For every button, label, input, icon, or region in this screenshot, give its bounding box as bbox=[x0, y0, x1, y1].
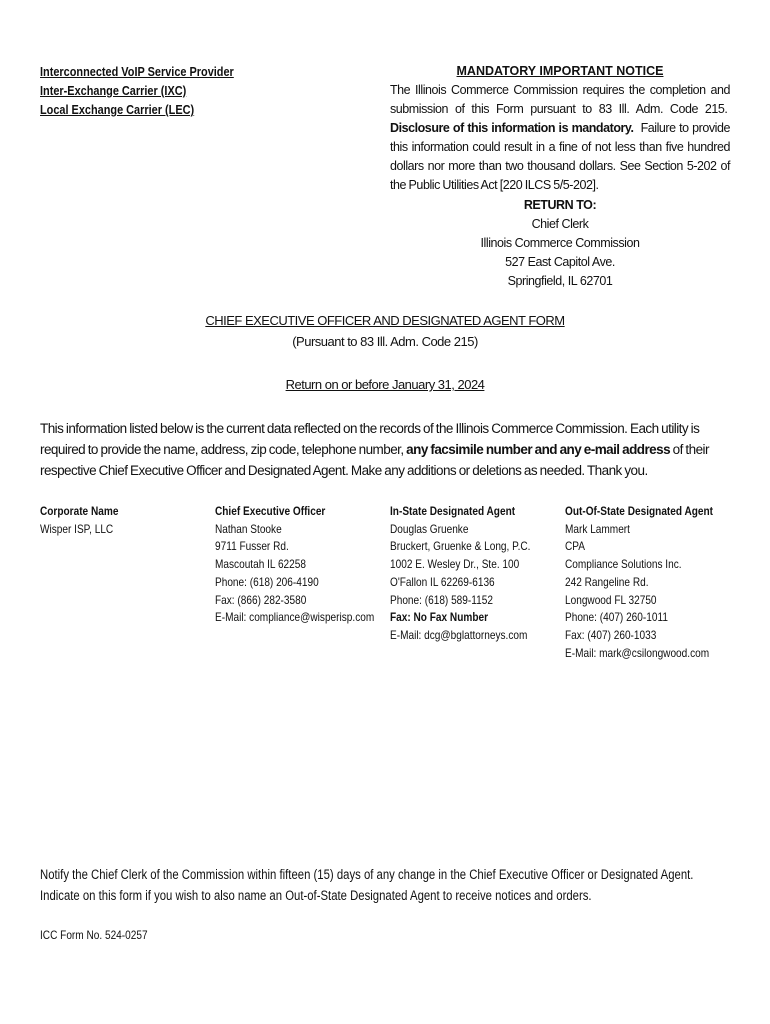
form-number: ICC Form No. 524-0257 bbox=[40, 928, 148, 942]
return-to-label: RETURN TO: bbox=[523, 198, 597, 212]
notice-text-2: Failure to provide this information could result in a fine of not less than five hundred dollars nor more than two thousand dollars. See Section 5-202 of the Public Utilities Act [220 ILCS 5/5-202]. bbox=[390, 121, 731, 192]
mandatory-notice bbox=[390, 62, 730, 195]
carrier-type-ixc: Inter-Exchange Carrier (IXC) bbox=[40, 83, 187, 98]
intro-bold-text: any facsimile number and any e-mail address bbox=[406, 442, 671, 457]
return-line: Illinois Commerce Commission bbox=[480, 236, 640, 250]
column-line: E-Mail: mark@csilongwood.com bbox=[565, 645, 710, 660]
column-line: E-Mail: dcg@bglattorneys.com bbox=[390, 627, 528, 642]
ceo-column bbox=[215, 503, 374, 627]
column-line: Compliance Solutions Inc. bbox=[565, 557, 682, 572]
out-of-state-agent-column bbox=[565, 503, 713, 662]
form-pursuant: (Pursuant to 83 Ill. Adm. Code 215) bbox=[292, 334, 478, 349]
column-line: Wisper ISP, LLC bbox=[40, 521, 114, 536]
intro-paragraph bbox=[40, 418, 730, 481]
notice-body bbox=[390, 81, 730, 195]
column-line: 1002 E. Wesley Dr., Ste. 100 bbox=[390, 557, 520, 572]
carrier-type-voip: Interconnected VoIP Service Provider bbox=[40, 64, 234, 79]
footer-line: Notify the Chief Clerk of the Commission within fifteen (15) days of any change in the Chief Executive Officer or Designated Agent. bbox=[40, 867, 694, 882]
form-title: CHIEF EXECUTIVE OFFICER AND DESIGNATED AGENT FORM bbox=[205, 313, 565, 328]
column-line: Fax: (866) 282-3580 bbox=[215, 592, 307, 607]
form-deadline: Return on or before January 31, 2024 bbox=[285, 377, 485, 392]
notice-bold-text: Disclosure of this information is mandatory. bbox=[390, 121, 634, 135]
column-line: Douglas Gruenke bbox=[390, 521, 469, 536]
column-line: Mascoutah IL 62258 bbox=[215, 557, 306, 572]
column-line: 9711 Fusser Rd. bbox=[215, 539, 289, 554]
footer-line: Indicate on this form if you wish to also name an Out-of-State Designated Agent to receive notices and orders. bbox=[40, 888, 592, 903]
intro-text-1: This information listed below is the current data reflected on the records of the Illinois Commerce Commission. Each utility is required to provide the name, address, zip code, telephone number, bbox=[40, 421, 700, 457]
column-header: In-State Designated Agent bbox=[390, 504, 516, 518]
in-state-agent-column bbox=[390, 503, 530, 645]
column-line: Mark Lammert bbox=[565, 521, 630, 536]
return-line: Springfield, IL 62701 bbox=[507, 274, 613, 288]
notice-text-1: The Illinois Commerce Commission requires the completion and submission of this Form pursuant to 83 Ill. Adm. Code 215. bbox=[390, 83, 730, 116]
column-line: Phone: (618) 206-4190 bbox=[215, 574, 319, 589]
column-line: O'Fallon IL 62269-6136 bbox=[390, 574, 495, 589]
column-line: Nathan Stooke bbox=[215, 521, 282, 536]
carrier-types bbox=[40, 62, 271, 119]
intro-text-2: of their respective Chief Executive Officer and Designated Agent. Make any additions or deletions as needed. Thank you. bbox=[40, 442, 709, 478]
column-line: Phone: (407) 260-1011 bbox=[565, 610, 668, 625]
notice-title: MANDATORY IMPORTANT NOTICE bbox=[456, 64, 664, 78]
column-line: CPA bbox=[565, 539, 585, 554]
corporate-name-column bbox=[40, 503, 118, 538]
column-header: Out-Of-State Designated Agent bbox=[565, 504, 714, 518]
column-line: Bruckert, Gruenke & Long, P.C. bbox=[390, 539, 531, 554]
return-line: Chief Clerk bbox=[531, 217, 589, 231]
column-line: Fax: No Fax Number bbox=[390, 610, 489, 625]
column-line: E-Mail: compliance@wisperisp.com bbox=[215, 610, 375, 625]
column-line: 242 Rangeline Rd. bbox=[565, 574, 649, 589]
return-line: 527 East Capitol Ave. bbox=[505, 255, 615, 269]
column-line: Longwood FL 32750 bbox=[565, 592, 657, 607]
carrier-type-lec: Local Exchange Carrier (LEC) bbox=[40, 102, 195, 117]
column-header: Corporate Name bbox=[40, 504, 119, 518]
column-line: Phone: (618) 589-1152 bbox=[390, 592, 493, 607]
return-to-address bbox=[390, 196, 730, 291]
column-header: Chief Executive Officer bbox=[215, 504, 326, 518]
footer-instructions bbox=[40, 864, 770, 906]
column-line: Fax: (407) 260-1033 bbox=[565, 627, 657, 642]
